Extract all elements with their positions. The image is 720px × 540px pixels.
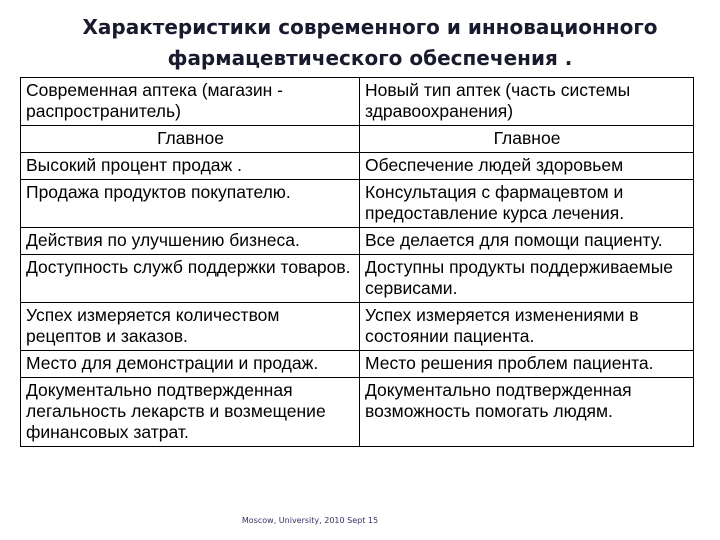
- table-cell-left: Продажа продуктов покупателю.: [21, 180, 360, 228]
- table-cell-right: Документально подтвержденная возможность помогать людям.: [360, 378, 694, 447]
- table-row: [21, 303, 694, 351]
- table-cell-right: Все делается для помощи пациенту.: [360, 228, 694, 255]
- table-row: [21, 255, 694, 303]
- slide-title-line-1: Характеристики современного и инновационного: [82, 15, 658, 39]
- slide-title-line-2: фармацевтического обеспечения .: [167, 46, 573, 70]
- header-cell-modern-pharmacy: Современная аптека (магазин - распространитель): [21, 78, 360, 126]
- table-row: [21, 228, 694, 255]
- table-row: [21, 351, 694, 378]
- table-subheader-row: [21, 126, 694, 153]
- table-row: [21, 180, 694, 228]
- table-cell-left: Успех измеряется количеством рецептов и заказов.: [21, 303, 360, 351]
- table-cell-right: Консультация с фармацевтом и предоставление курса лечения.: [360, 180, 694, 228]
- table-row: [21, 153, 694, 180]
- table-cell-right: Обеспечение людей здоровьем: [360, 153, 694, 180]
- slide-title: [40, 12, 700, 74]
- comparison-table: [20, 77, 694, 447]
- table-cell-left: Высокий процент продаж .: [21, 153, 360, 180]
- subheader-cell-right: Главное: [360, 126, 694, 153]
- table-cell-right: Доступны продукты поддерживаемые сервисами.: [360, 255, 694, 303]
- table-cell-right: Успех измеряется изменениями в состоянии пациента.: [360, 303, 694, 351]
- table-cell-right: Место решения проблем пациента.: [360, 351, 694, 378]
- table-cell-left: Место для демонстрации и продаж.: [21, 351, 360, 378]
- table-cell-left: Документально подтвержденная легальность лекарств и возмещение финансовых затрат.: [21, 378, 360, 447]
- table-header-row: [21, 78, 694, 126]
- slide-footer: Moscow, University, 2010 Sept 15: [241, 516, 379, 525]
- table-cell-left: Доступность служб поддержки товаров.: [21, 255, 360, 303]
- subheader-cell-left: Главное: [21, 126, 360, 153]
- header-cell-new-pharmacy: Новый тип аптек (часть системы здравоохранения): [360, 78, 694, 126]
- table-cell-left: Действия по улучшению бизнеса.: [21, 228, 360, 255]
- table-row: [21, 378, 694, 447]
